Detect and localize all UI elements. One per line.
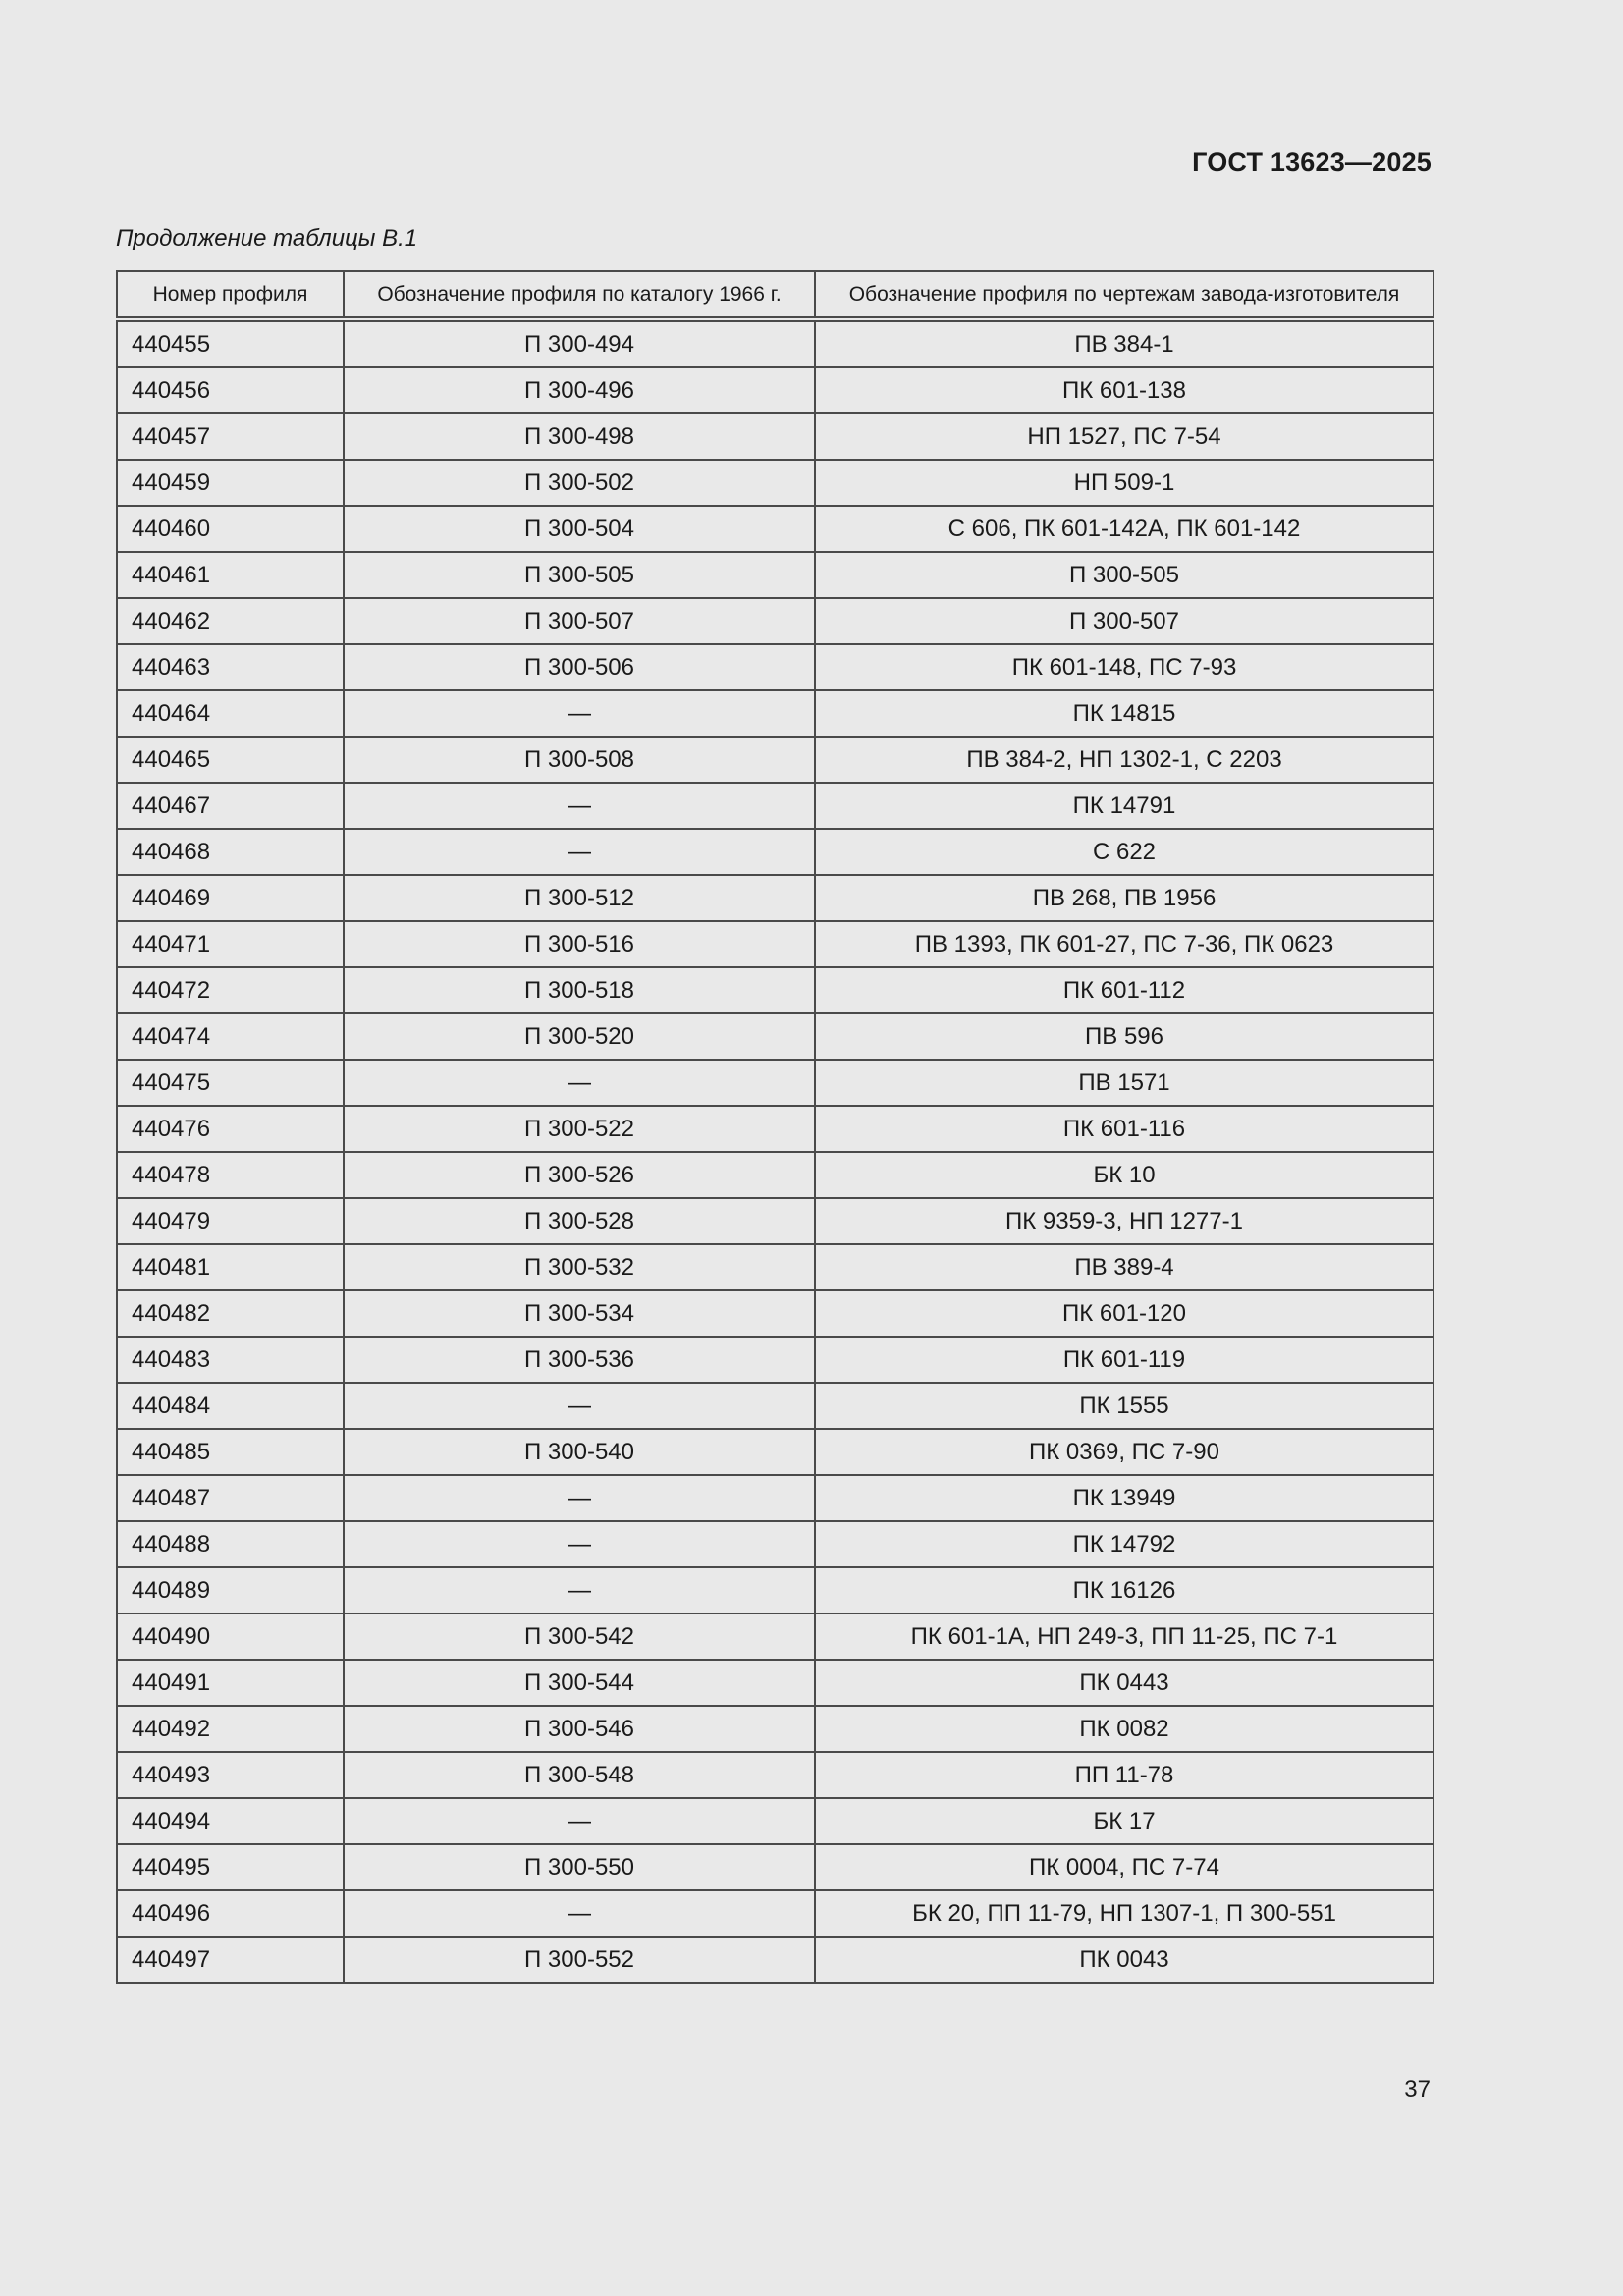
factory-designation-cell: БК 10: [815, 1152, 1434, 1198]
table-row: [117, 1752, 1434, 1798]
catalog-designation-cell: П 300-496: [344, 367, 815, 413]
table-row: [117, 1844, 1434, 1890]
table-caption: Продолжение таблицы В.1: [116, 225, 418, 251]
catalog-designation-cell: П 300-520: [344, 1013, 815, 1060]
factory-designation-cell: ПК 14792: [815, 1521, 1434, 1567]
profile-number-cell: 440483: [117, 1337, 344, 1383]
factory-designation-cell: НП 509-1: [815, 460, 1434, 506]
profile-number-cell: 440465: [117, 737, 344, 783]
catalog-designation-cell: —: [344, 1890, 815, 1937]
profile-number-cell: 440463: [117, 644, 344, 690]
catalog-designation-cell: П 300-504: [344, 506, 815, 552]
factory-designation-cell: ПК 0082: [815, 1706, 1434, 1752]
factory-designation-cell: ПК 601-1А, НП 249-3, ПП 11-25, ПС 7-1: [815, 1613, 1434, 1660]
profile-number-cell: 440467: [117, 783, 344, 829]
catalog-designation-cell: —: [344, 829, 815, 875]
table-row: [117, 460, 1434, 506]
factory-designation-cell: ПК 1555: [815, 1383, 1434, 1429]
table-row: [117, 829, 1434, 875]
factory-designation-cell: ПП 11-78: [815, 1752, 1434, 1798]
table-row: [117, 690, 1434, 737]
profile-number-cell: 440482: [117, 1290, 344, 1337]
factory-designation-cell: ПВ 1571: [815, 1060, 1434, 1106]
catalog-designation-cell: П 300-540: [344, 1429, 815, 1475]
table-row: [117, 921, 1434, 967]
table-row: [117, 319, 1434, 367]
catalog-designation-cell: П 300-526: [344, 1152, 815, 1198]
column-header-catalog-1966: Обозначение профиля по каталогу 1966 г.: [344, 271, 815, 319]
table-row: [117, 1152, 1434, 1198]
catalog-designation-cell: П 300-505: [344, 552, 815, 598]
table-row: [117, 1429, 1434, 1475]
catalog-designation-cell: —: [344, 1798, 815, 1844]
profile-number-cell: 440479: [117, 1198, 344, 1244]
factory-designation-cell: ПК 9359-3, НП 1277-1: [815, 1198, 1434, 1244]
catalog-designation-cell: П 300-502: [344, 460, 815, 506]
table-row: [117, 413, 1434, 460]
profile-number-cell: 440464: [117, 690, 344, 737]
catalog-designation-cell: —: [344, 1521, 815, 1567]
profile-number-cell: 440478: [117, 1152, 344, 1198]
profile-number-cell: 440489: [117, 1567, 344, 1613]
factory-designation-cell: П 300-505: [815, 552, 1434, 598]
catalog-designation-cell: П 300-518: [344, 967, 815, 1013]
catalog-designation-cell: П 300-507: [344, 598, 815, 644]
profile-number-cell: 440461: [117, 552, 344, 598]
catalog-designation-cell: П 300-516: [344, 921, 815, 967]
factory-designation-cell: ПК 14815: [815, 690, 1434, 737]
profile-number-cell: 440471: [117, 921, 344, 967]
profile-number-cell: 440456: [117, 367, 344, 413]
table-row: [117, 1198, 1434, 1244]
factory-designation-cell: ПК 0004, ПС 7-74: [815, 1844, 1434, 1890]
factory-designation-cell: БК 20, ПП 11-79, НП 1307-1, П 300-551: [815, 1890, 1434, 1937]
factory-designation-cell: ПК 0443: [815, 1660, 1434, 1706]
table-row: [117, 1337, 1434, 1383]
catalog-designation-cell: П 300-550: [344, 1844, 815, 1890]
catalog-designation-cell: П 300-494: [344, 319, 815, 367]
table-row: [117, 1383, 1434, 1429]
factory-designation-cell: С 622: [815, 829, 1434, 875]
profile-number-cell: 440492: [117, 1706, 344, 1752]
catalog-designation-cell: —: [344, 690, 815, 737]
catalog-designation-cell: П 300-506: [344, 644, 815, 690]
profile-number-cell: 440488: [117, 1521, 344, 1567]
profile-number-cell: 440484: [117, 1383, 344, 1429]
table-row: [117, 506, 1434, 552]
table-row: [117, 1013, 1434, 1060]
table-row: [117, 1521, 1434, 1567]
factory-designation-cell: ПК 601-148, ПС 7-93: [815, 644, 1434, 690]
column-header-profile-number: Номер профиля: [117, 271, 344, 319]
factory-designation-cell: НП 1527, ПС 7-54: [815, 413, 1434, 460]
factory-designation-cell: ПК 601-119: [815, 1337, 1434, 1383]
page-number: 37: [1404, 2076, 1431, 2103]
profile-number-cell: 440462: [117, 598, 344, 644]
catalog-designation-cell: П 300-536: [344, 1337, 815, 1383]
header-row: [117, 271, 1434, 319]
table-row: [117, 875, 1434, 921]
factory-designation-cell: ПК 0043: [815, 1937, 1434, 1983]
table-row: [117, 1060, 1434, 1106]
table-row: [117, 1937, 1434, 1983]
table-row: [117, 367, 1434, 413]
factory-designation-cell: ПВ 384-1: [815, 319, 1434, 367]
profile-number-cell: 440455: [117, 319, 344, 367]
factory-designation-cell: ПК 601-112: [815, 967, 1434, 1013]
catalog-designation-cell: П 300-546: [344, 1706, 815, 1752]
catalog-designation-cell: П 300-508: [344, 737, 815, 783]
table-row: [117, 737, 1434, 783]
profile-number-cell: 440496: [117, 1890, 344, 1937]
table-body: [117, 319, 1434, 1983]
factory-designation-cell: БК 17: [815, 1798, 1434, 1844]
profile-number-cell: 440485: [117, 1429, 344, 1475]
catalog-designation-cell: П 300-542: [344, 1613, 815, 1660]
table-row: [117, 1290, 1434, 1337]
catalog-designation-cell: П 300-522: [344, 1106, 815, 1152]
profiles-table: [116, 270, 1434, 1984]
catalog-designation-cell: П 300-512: [344, 875, 815, 921]
profile-number-cell: 440474: [117, 1013, 344, 1060]
factory-designation-cell: ПВ 384-2, НП 1302-1, С 2203: [815, 737, 1434, 783]
factory-designation-cell: ПВ 596: [815, 1013, 1434, 1060]
table-row: [117, 1660, 1434, 1706]
factory-designation-cell: ПВ 1393, ПК 601-27, ПС 7-36, ПК 0623: [815, 921, 1434, 967]
profile-number-cell: 440472: [117, 967, 344, 1013]
profile-number-cell: 440495: [117, 1844, 344, 1890]
catalog-designation-cell: П 300-548: [344, 1752, 815, 1798]
catalog-designation-cell: —: [344, 1567, 815, 1613]
catalog-designation-cell: П 300-534: [344, 1290, 815, 1337]
factory-designation-cell: ПК 14791: [815, 783, 1434, 829]
profile-number-cell: 440493: [117, 1752, 344, 1798]
profile-number-cell: 440487: [117, 1475, 344, 1521]
factory-designation-cell: ПК 601-120: [815, 1290, 1434, 1337]
profile-number-cell: 440468: [117, 829, 344, 875]
table-row: [117, 644, 1434, 690]
catalog-designation-cell: —: [344, 1475, 815, 1521]
table-row: [117, 1106, 1434, 1152]
profile-number-cell: 440457: [117, 413, 344, 460]
factory-designation-cell: ПК 601-138: [815, 367, 1434, 413]
profile-number-cell: 440475: [117, 1060, 344, 1106]
profile-number-cell: 440494: [117, 1798, 344, 1844]
table-row: [117, 1475, 1434, 1521]
table-row: [117, 1613, 1434, 1660]
catalog-designation-cell: П 300-532: [344, 1244, 815, 1290]
table-row: [117, 1798, 1434, 1844]
table-header: [117, 271, 1434, 319]
catalog-designation-cell: —: [344, 1383, 815, 1429]
factory-designation-cell: ПК 16126: [815, 1567, 1434, 1613]
profile-number-cell: 440469: [117, 875, 344, 921]
profile-number-cell: 440460: [117, 506, 344, 552]
table-row: [117, 598, 1434, 644]
factory-designation-cell: ПВ 389-4: [815, 1244, 1434, 1290]
profile-number-cell: 440490: [117, 1613, 344, 1660]
table-row: [117, 783, 1434, 829]
catalog-designation-cell: —: [344, 783, 815, 829]
factory-designation-cell: ПВ 268, ПВ 1956: [815, 875, 1434, 921]
table-row: [117, 1706, 1434, 1752]
profile-number-cell: 440459: [117, 460, 344, 506]
factory-designation-cell: П 300-507: [815, 598, 1434, 644]
profile-number-cell: 440497: [117, 1937, 344, 1983]
catalog-designation-cell: П 300-528: [344, 1198, 815, 1244]
table-row: [117, 1890, 1434, 1937]
factory-designation-cell: ПК 0369, ПС 7-90: [815, 1429, 1434, 1475]
table-row: [117, 967, 1434, 1013]
profile-number-cell: 440491: [117, 1660, 344, 1706]
catalog-designation-cell: П 300-544: [344, 1660, 815, 1706]
profile-number-cell: 440476: [117, 1106, 344, 1152]
column-header-factory-drawings: Обозначение профиля по чертежам завода-изготовителя: [815, 271, 1434, 319]
table-row: [117, 552, 1434, 598]
profile-number-cell: 440481: [117, 1244, 344, 1290]
factory-designation-cell: С 606, ПК 601-142А, ПК 601-142: [815, 506, 1434, 552]
catalog-designation-cell: П 300-498: [344, 413, 815, 460]
catalog-designation-cell: —: [344, 1060, 815, 1106]
table-row: [117, 1567, 1434, 1613]
table-row: [117, 1244, 1434, 1290]
factory-designation-cell: ПК 601-116: [815, 1106, 1434, 1152]
document-code: ГОСТ 13623—2025: [1192, 147, 1432, 177]
factory-designation-cell: ПК 13949: [815, 1475, 1434, 1521]
catalog-designation-cell: П 300-552: [344, 1937, 815, 1983]
